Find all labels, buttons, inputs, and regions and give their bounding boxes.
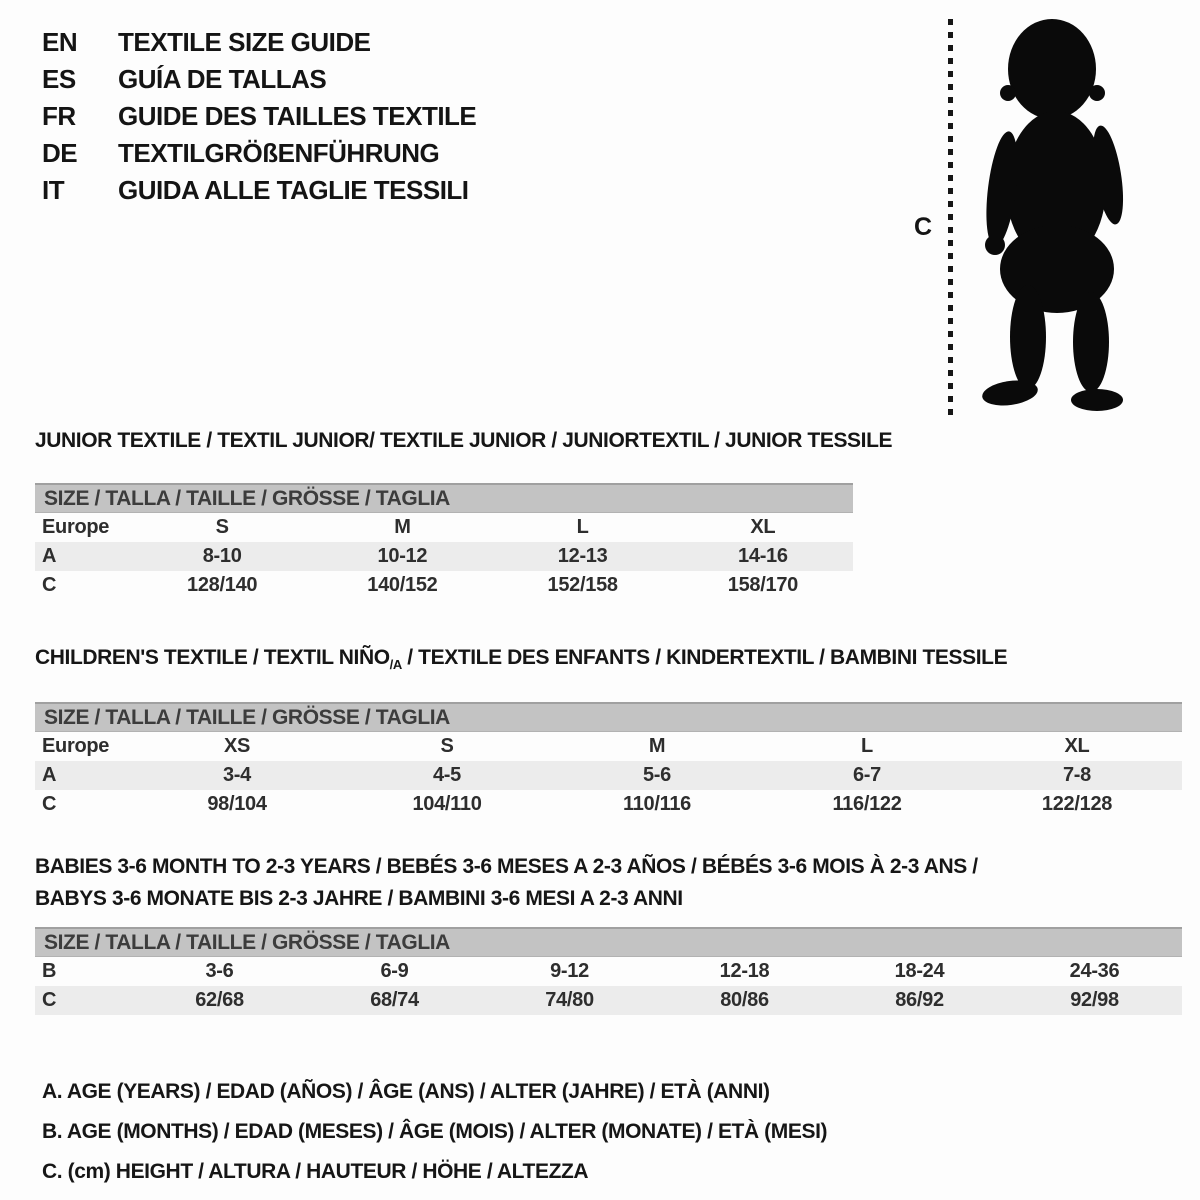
children-size-table-section xyxy=(35,645,1182,819)
table-row xyxy=(35,542,853,571)
junior-size-table-section xyxy=(35,428,893,600)
size-table xyxy=(35,957,1182,1015)
language-title: TEXTILGRÖßENFÜHRUNG xyxy=(118,138,440,168)
table-title xyxy=(35,851,1182,915)
legend-line: B. AGE (MONTHS) / EDAD (MESES) / ÂGE (MOIS) / ALTER (MONATE) / ETÀ (MESI) xyxy=(42,1120,828,1143)
language-title: TEXTILE SIZE GUIDE xyxy=(118,27,371,57)
language-code: FR xyxy=(42,101,76,131)
size-cell: 92/98 xyxy=(1070,989,1119,1011)
height-measure-label: C xyxy=(914,213,933,241)
size-cell: 158/170 xyxy=(727,574,798,596)
size-cell: 12-13 xyxy=(557,545,608,567)
size-cell: 98/104 xyxy=(207,793,267,816)
table-title-part: BABYS 3-6 MONATE BIS 2-3 JAHRE / BAMBINI 3-6 MESI A 2-3 ANNI xyxy=(35,887,683,910)
size-cell: 104/110 xyxy=(412,793,482,816)
language-code: EN xyxy=(42,27,78,57)
size-cell: M xyxy=(648,735,666,758)
table-title xyxy=(35,428,893,454)
size-cell: XL xyxy=(1064,735,1090,758)
size-table xyxy=(35,513,853,600)
size-header-bar: SIZE / TALLA / TAILLE / GRÖSSE / TAGLIA xyxy=(35,483,853,513)
language-row xyxy=(42,98,476,135)
size-cell: 8-10 xyxy=(202,545,242,567)
language-code: DE xyxy=(42,138,78,168)
size-cell: 6-9 xyxy=(380,960,409,982)
table-row xyxy=(35,986,1182,1015)
size-cell: M xyxy=(394,516,411,538)
size-cell: XL xyxy=(750,516,776,538)
size-cell: S xyxy=(215,516,229,538)
table-title xyxy=(35,645,1182,678)
table-title-part: /A xyxy=(389,657,402,673)
size-cell: L xyxy=(861,735,873,758)
table-title-part: / TEXTILE DES ENFANTS / KINDERTEXTIL / BAMBINI TESSILE xyxy=(401,646,1008,669)
babies-size-table-section xyxy=(35,851,1182,1015)
size-cell: 3-6 xyxy=(205,960,234,982)
dotted-measure-line xyxy=(948,19,953,417)
row-label: Europe xyxy=(42,735,110,758)
height-measure-figure xyxy=(900,15,1195,427)
size-table xyxy=(35,732,1182,819)
size-cell: 14-16 xyxy=(738,545,788,567)
size-cell: S xyxy=(440,735,454,758)
size-cell: 152/158 xyxy=(547,574,618,596)
language-row xyxy=(42,61,476,98)
size-cell: 86/92 xyxy=(895,989,944,1011)
table-title-part: CHILDREN'S TEXTILE / TEXTIL NIÑO xyxy=(35,646,390,669)
table-title-part: BABIES 3-6 MONTH TO 2-3 YEARS / BEBÉS 3-6 MESES A 2-3 AÑOS / BÉBÉS 3-6 MOIS À 2-3 ANS / xyxy=(35,855,978,878)
size-header-bar: SIZE / TALLA / TAILLE / GRÖSSE / TAGLIA xyxy=(35,702,1182,732)
size-cell: 7-8 xyxy=(1062,764,1091,787)
table-title-part: JUNIOR TEXTILE / TEXTIL JUNIOR/ TEXTILE JUNIOR / JUNIORTEXTIL / JUNIOR TESSILE xyxy=(35,429,893,452)
row-label: A xyxy=(42,764,57,787)
size-cell: 140/152 xyxy=(367,574,438,596)
legend-line: A. AGE (YEARS) / EDAD (AÑOS) / ÂGE (ANS) / ALTER (JAHRE) / ETÀ (ANNI) xyxy=(42,1080,770,1103)
size-cell: 80/86 xyxy=(720,989,769,1011)
row-label: A xyxy=(42,545,57,567)
table-row xyxy=(35,790,1182,819)
size-cell: 122/128 xyxy=(1041,793,1113,816)
table-row xyxy=(35,957,1182,986)
language-row xyxy=(42,24,476,61)
size-cell: 9-12 xyxy=(550,960,589,982)
language-title: GUÍA DE TALLAS xyxy=(118,64,327,94)
row-label: B xyxy=(42,960,57,982)
size-cell: 62/68 xyxy=(195,989,244,1011)
size-header-bar: SIZE / TALLA / TAILLE / GRÖSSE / TAGLIA xyxy=(35,927,1182,957)
row-label: Europe xyxy=(42,516,110,538)
size-cell: 18-24 xyxy=(894,960,945,982)
size-cell: 128/140 xyxy=(187,574,258,596)
toddler-silhouette xyxy=(981,19,1129,411)
language-title-list xyxy=(42,24,476,209)
row-label: C xyxy=(42,989,57,1011)
size-cell: 12-18 xyxy=(719,960,770,982)
row-label: C xyxy=(42,793,57,816)
table-row xyxy=(35,732,1182,761)
size-cell: L xyxy=(576,516,589,538)
size-cell: 110/116 xyxy=(623,793,691,816)
table-row xyxy=(35,513,853,542)
size-cell: 3-4 xyxy=(222,764,251,787)
language-code: IT xyxy=(42,175,65,205)
legend xyxy=(42,1072,827,1192)
size-cell: 74/80 xyxy=(545,989,594,1011)
legend-line: C. (cm) HEIGHT / ALTURA / HAUTEUR / HÖHE / ALTEZZA xyxy=(42,1160,589,1183)
size-cell: 5-6 xyxy=(642,764,671,787)
language-title: GUIDE DES TAILLES TEXTILE xyxy=(118,101,477,131)
language-code: ES xyxy=(42,64,76,94)
row-label: C xyxy=(42,574,57,596)
table-row xyxy=(35,761,1182,790)
toddler-silhouette-icon xyxy=(964,17,1149,417)
size-cell: 10-12 xyxy=(377,545,428,567)
size-cell: 68/74 xyxy=(370,989,419,1011)
size-cell: 24-36 xyxy=(1069,960,1120,982)
size-cell: 4-5 xyxy=(432,764,461,787)
language-row xyxy=(42,172,476,209)
language-title: GUIDA ALLE TAGLIE TESSILI xyxy=(118,175,469,205)
table-row xyxy=(35,571,853,600)
size-cell: 6-7 xyxy=(852,764,881,787)
size-cell: 116/122 xyxy=(832,793,902,816)
size-cell: XS xyxy=(223,735,251,758)
language-row xyxy=(42,135,476,172)
